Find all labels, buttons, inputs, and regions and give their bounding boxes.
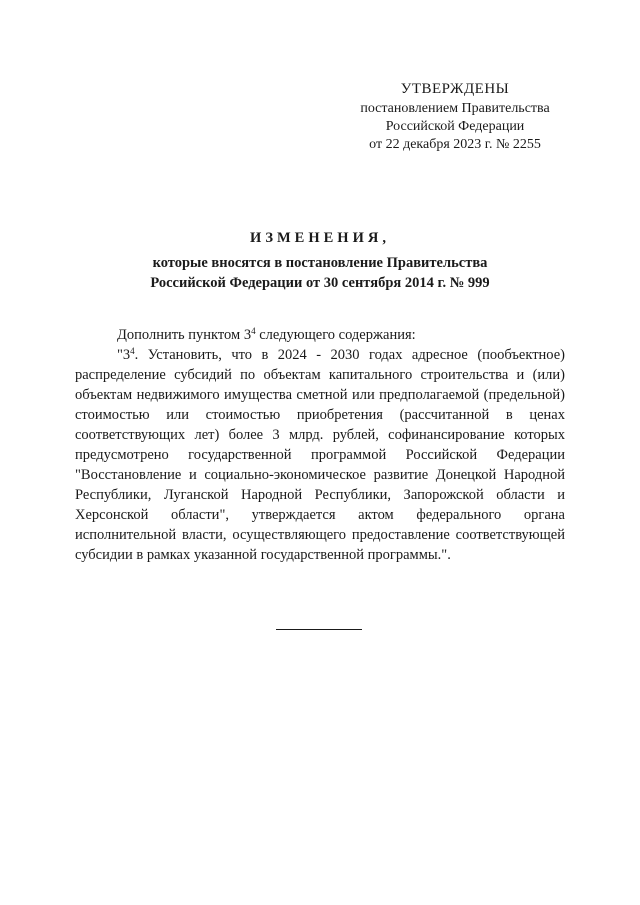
document-subtitle-line-1: которые вносятся в постановление Правительства <box>152 255 488 271</box>
document-title: ИЗМЕНЕНИЯ, <box>250 230 390 246</box>
intro-paragraph <box>75 325 565 345</box>
approval-line-1: постановлением Правительства <box>360 101 550 116</box>
approval-line-2: Российской Федерации <box>385 119 525 134</box>
clause-text-before: "3 <box>117 347 131 363</box>
document-heading <box>75 227 565 293</box>
intro-text-after: следующего содержания: <box>255 327 416 343</box>
document-subtitle-line-2: Российской Федерации от 30 сентября 2014 г. № 999 <box>150 275 490 291</box>
clause-superscript: 4 <box>130 346 135 356</box>
clause-paragraph <box>75 345 565 565</box>
approval-line-3: от 22 декабря 2023 г. № 2255 <box>369 137 541 152</box>
intro-superscript: 4 <box>251 326 256 336</box>
approval-title: УТВЕРЖДЕНЫ <box>400 81 510 97</box>
end-separator-line <box>276 629 362 630</box>
document-body <box>75 325 565 565</box>
intro-text-before: Дополнить пунктом 3 <box>117 327 252 343</box>
clause-text-after: . Установить, что в 2024 - 2030 годах адресное (пообъектное) распределение субсидий по объектам капитального строительства и (или) объектам недвижимого имущества сметной или предполагаемой (предельной) стоимостью или стоимостью приобретения (рассчитанной в ценах соответствующих лет) более 3 млрд. рублей, софинансирование которых предусмотрено государственной программой Российской Федерации "Восстановление и социально-экономическое развитие Донецкой Народной Республики, Луганской Народной Республики, Запорожской области и Херсонской области", утверждается актом федерального органа исполнительной власти, осуществляющего предоставление соответствующей субсидии в рамках указанной государственной программы.". <box>75 347 565 563</box>
approval-block <box>330 80 580 154</box>
